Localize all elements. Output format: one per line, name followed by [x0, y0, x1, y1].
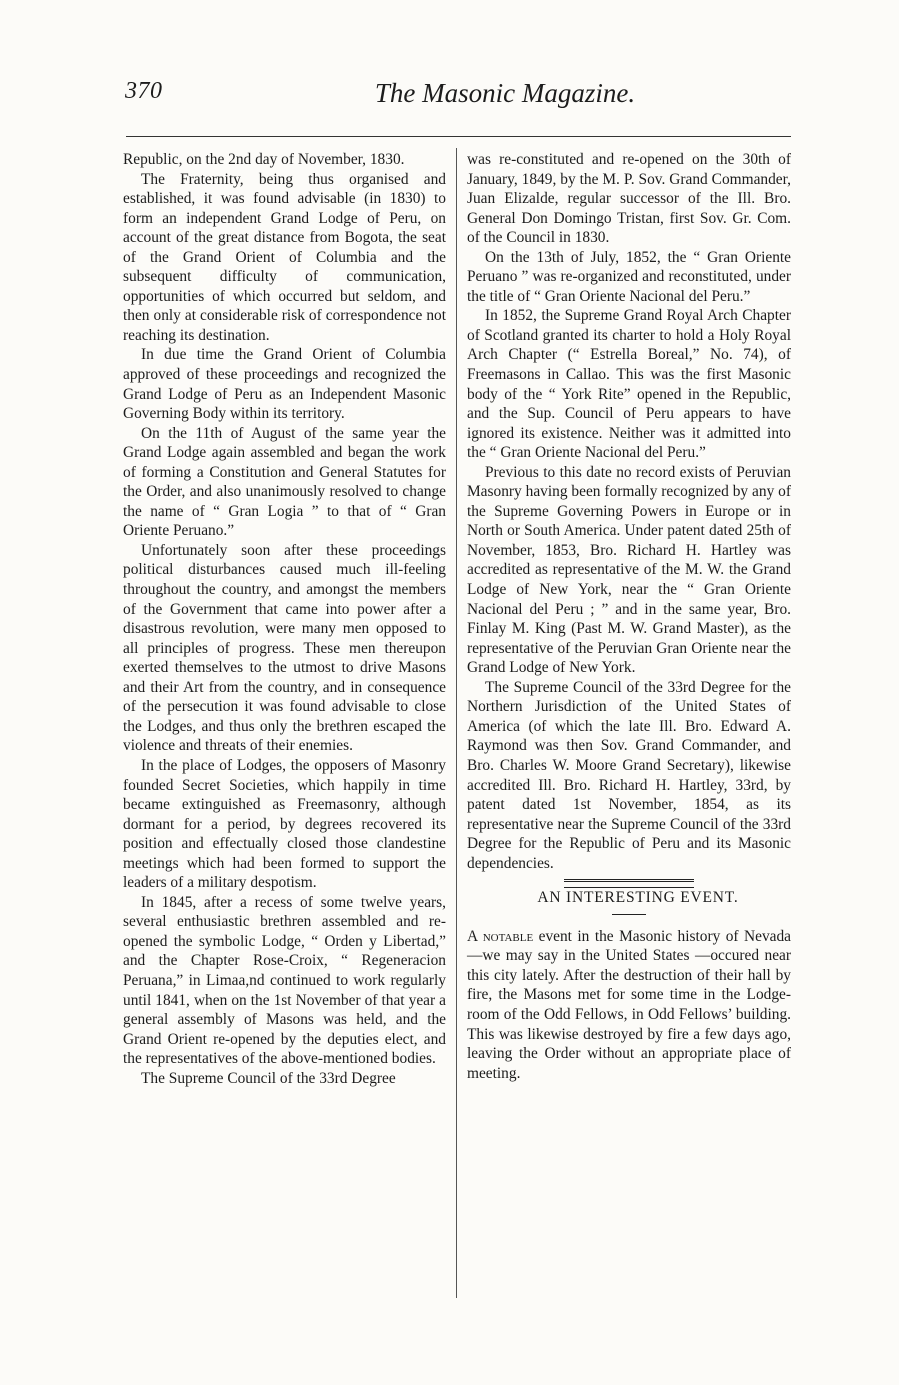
- paragraph: The Supreme Council of the 33rd Degree: [141, 1069, 396, 1087]
- paragraph: Previous to this date no record exists of Peruvian Masonry having been formally recognized by any of the Supreme Governing Powers in Europe or in North or South America. Under patent dated 25th of November, 1853, Bro. Richard H. Hartley was accredited as representative of the M. W. the Grand Lodge of New York, near the “ Gran Oriente Nacional del Peru ; ” and in the same year, Bro. Finlay M. King (Past M. W. Grand Master), as the representative of the Peruvian Gran Oriente near the Grand Lodge of New York.: [467, 463, 791, 677]
- article-heading: AN INTERESTING EVENT.: [537, 889, 739, 907]
- paragraph: In 1852, the Supreme Grand Royal Arch Chapter of Scotland granted its charter to hold a Holy Royal Arch Chapter (“ Estrella Boreal,” No. 74), of Freemasons in Callao. This was the first Masonic body of the “ York Rite” opened in the Republic, and the Sup. Council of Peru appears to have ignored its existence. Neither was it admitted into the “ Gran Oriente Nacional del Peru.”: [467, 307, 791, 462]
- paragraph: In 1845, after a recess of some twelve years, several enthusiastic brethren assembled and re-opened the symbolic Lodge, “ Orden y Libertad,” and the Chapter Rose-Croix, “ Regeneracion Peruana,” in Limaa,nd continued to work regularly until 1841, when on the 1st November of that year a general assembly of Masons was held, and the Grand Orient re-opened by the deputies elect, and the representatives of the above-mentioned bodies.: [123, 893, 446, 1068]
- paragraph: The Fraternity, being thus organised and established, it was found advisable (in 1830) to form an independent Grand Lodge of Peru, on account of the great distance from Bogota, the seat of the Grand Orient of Columbia and the subsequent difficulty of communication, opportunities of which occurred but seldom, and then only at considerable risk of correspondence not reaching its destination.: [123, 170, 446, 344]
- heading-rule: [612, 914, 646, 915]
- running-title: The Masonic Magazine.: [374, 78, 636, 108]
- header-rule: [126, 136, 791, 137]
- paragraph: In the place of Lodges, the opposers of Masonry founded Secret Societies, which happily in time became extinguished as Freemasonry, although dormant for a period, by degrees recovered its position and effectually closed those clandestine meetings which had been formed to support the leaders of a military despotism.: [123, 756, 446, 892]
- paragraph: The Supreme Council of the 33rd Degree for the Northern Jurisdiction of the United States of America (of which the late Ill. Bro. Edward A. Raymond was then Sov. Grand Commander, and Bro. Charles W. Moore Grand Secretary), likewise accredited Ill. Bro. Richard H. Hartley, 33rd, by patent dated 1st November, 1854, as its representative near the Supreme Council of the 33rd Degree for the Republic of Peru and its Masonic dependencies.: [467, 678, 791, 872]
- left-column: [123, 150, 446, 1088]
- paragraph: On the 13th of July, 1852, the “ Gran Oriente Peruano ” was re-organized and reconstituted, under the title of “ Gran Oriente Nacional del Peru.”: [467, 248, 791, 305]
- column-divider: [456, 148, 457, 1298]
- page-header: [0, 78, 899, 118]
- paragraph: On the 11th of August of the same year the Grand Lodge again assembled and began the work of forming a Constitution and General Statutes for the Order, and also unanimously resolved to change the name of “ Gran Logia ” to that of “ Gran Oriente Peruano.”: [123, 424, 446, 540]
- paragraph: In due time the Grand Orient of Columbia approved of these proceedings and recognized the Grand Lodge of Peru as an Independent Masonic Governing Body within its territory.: [123, 346, 446, 423]
- lead-word: A notable: [467, 927, 534, 945]
- article-paragraph: [467, 927, 791, 1083]
- right-column: [467, 150, 791, 1083]
- page-number: 370: [125, 78, 163, 104]
- paragraph: was re-constituted and re-opened on the 30th of January, 1849, by the M. P. Sov. Grand Commander, Juan Elizalde, regular successor of the Ill. Bro. General Don Domingo Tristan, first Sov. Gr. Com. of the Council in 1830.: [467, 151, 791, 247]
- paragraph: Unfortunately soon after these proceedings political disturbances caused much ill-feeling throughout the country, and amongst the members of the Government that came into power after a disastrous revolution, were many men opposed to all principles of progress. These men thereupon exerted themselves to the utmost to drive Masons and their Art from the country, and in consequence of the persecution it was found advisable to close the Lodges, and thus only the brethren escaped the violence and threats of their enemies.: [123, 541, 446, 755]
- article-body: event in the Masonic history of Nevada—we may say in the United States —occured near this city lately. After the destruction of their hall by fire, the Masons met for some time in the Lodge-room of the Odd Fellows, in Odd Fellows’ building. This was likewise destroyed by fire a few days ago, leaving the Order without an appropriate place of meeting.: [467, 927, 791, 1082]
- section-divider: [564, 879, 694, 888]
- paragraph: Republic, on the 2nd day of November, 1830.: [123, 151, 405, 168]
